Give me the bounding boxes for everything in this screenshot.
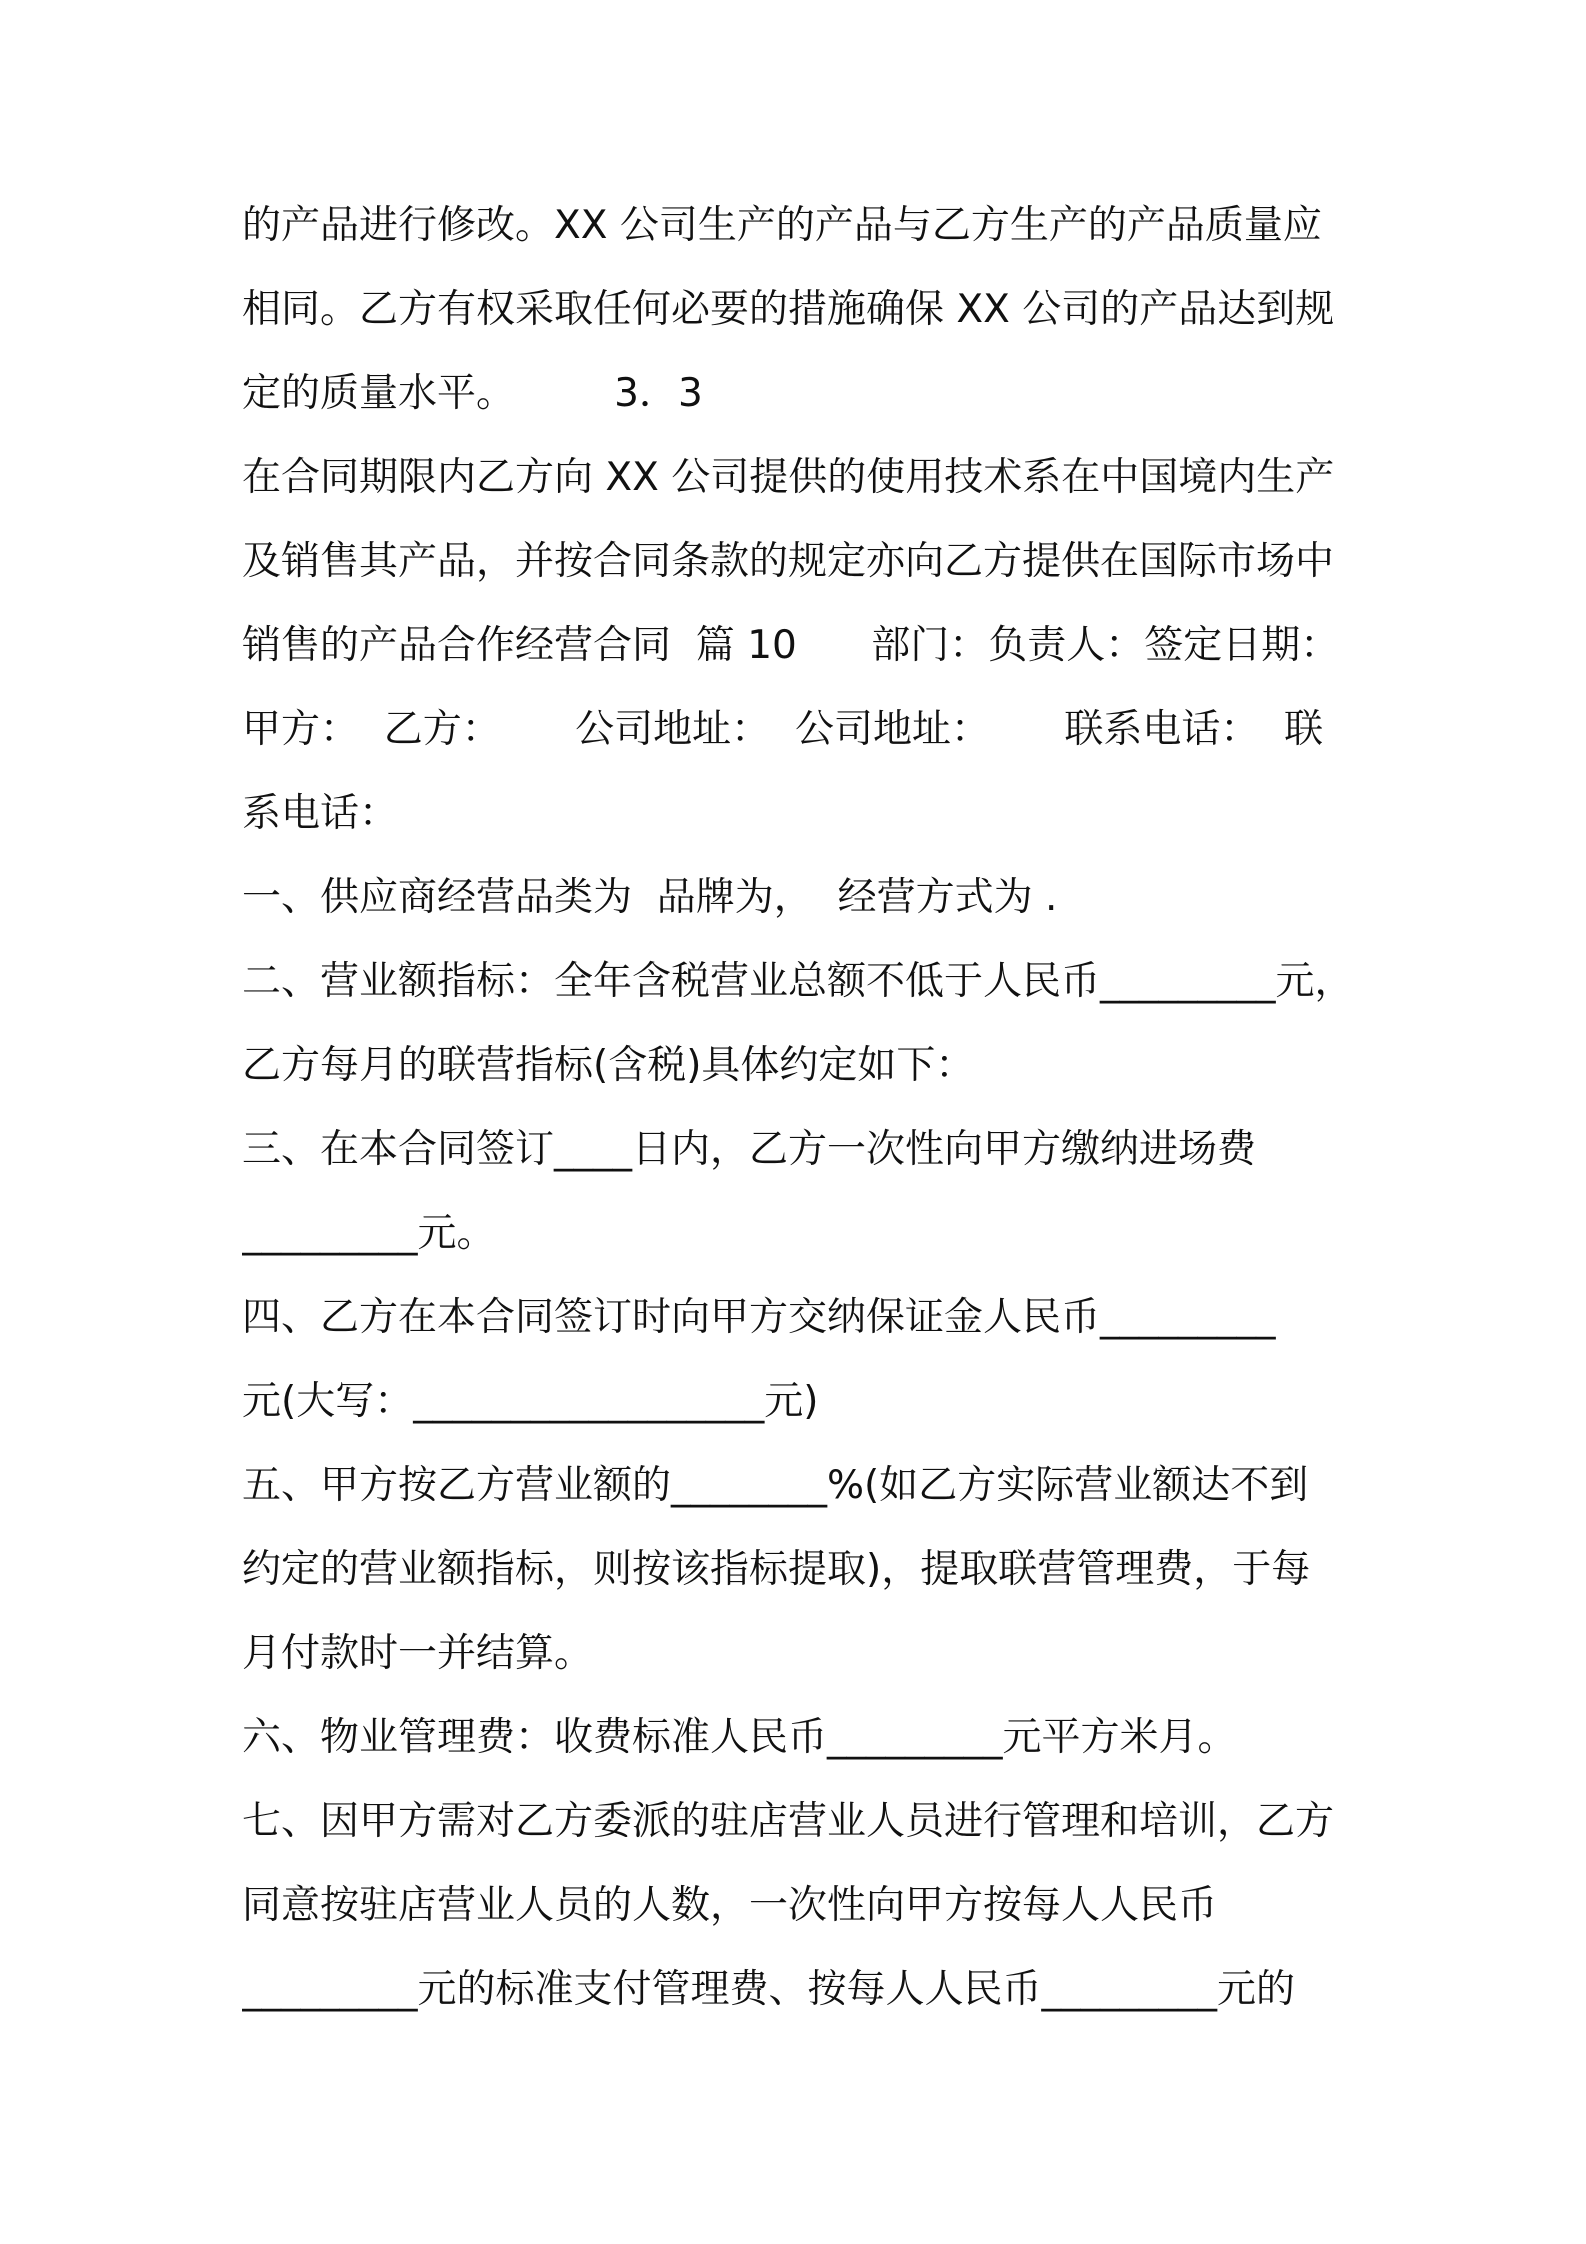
- text-line: 三、在本合同签订____日内，乙方一次性向甲方缴纳进场费: [242, 1127, 1257, 1172]
- text-line: 元(大写：__________________元): [242, 1379, 819, 1424]
- text-line: 系电话：: [242, 791, 399, 836]
- text-line: 相同。乙方有权采取任何必要的措施确保 XX 公司的产品达到规: [242, 287, 1335, 332]
- text-line: 五、甲方按乙方营业额的________%(如乙方实际营业额达不到: [242, 1463, 1309, 1508]
- text-line: 甲方： 乙方： 公司地址： 公司地址： 联系电话： 联: [242, 707, 1324, 752]
- text-line: 七、因甲方需对乙方委派的驻店营业人员进行管理和培训，乙方: [242, 1799, 1335, 1844]
- text-line: 一、供应商经营品类为 品牌为， 经营方式为 .: [242, 875, 1058, 920]
- text-line: 月付款时一并结算。: [242, 1631, 594, 1676]
- text-line: 及销售其产品，并按合同条款的规定亦向乙方提供在国际市场中: [242, 539, 1335, 584]
- text-line: 六、物业管理费：收费标准人民币_________元平方米月。: [242, 1715, 1237, 1760]
- text-line: 约定的营业额指标，则按该指标提取)，提取联营管理费，于每: [242, 1547, 1311, 1592]
- text-line: 同意按驻店营业人员的人数，一次性向甲方按每人人民币: [242, 1883, 1218, 1928]
- text-line: 定的质量水平。 3．3: [242, 371, 703, 416]
- text-line: 在合同期限内乙方向 XX 公司提供的使用技术系在中国境内生产: [242, 455, 1335, 500]
- text-line: 乙方每月的联营指标(含税)具体约定如下：: [242, 1043, 975, 1088]
- text-line: 的产品进行修改。XX 公司生产的产品与乙方生产的产品质量应: [242, 203, 1322, 248]
- text-line: 销售的产品合作经营合同 篇 10 部门：负责人：签定日期：: [242, 623, 1340, 668]
- text-line: 四、乙方在本合同签订时向甲方交纳保证金人民币_________: [242, 1295, 1276, 1340]
- text-line: _________元的标准支付管理费、按每人人民币_________元的: [242, 1967, 1296, 2012]
- text-line: 二、营业额指标：全年含税营业总额不低于人民币_________元，: [242, 959, 1354, 1004]
- text-line: _________元。: [242, 1211, 496, 1256]
